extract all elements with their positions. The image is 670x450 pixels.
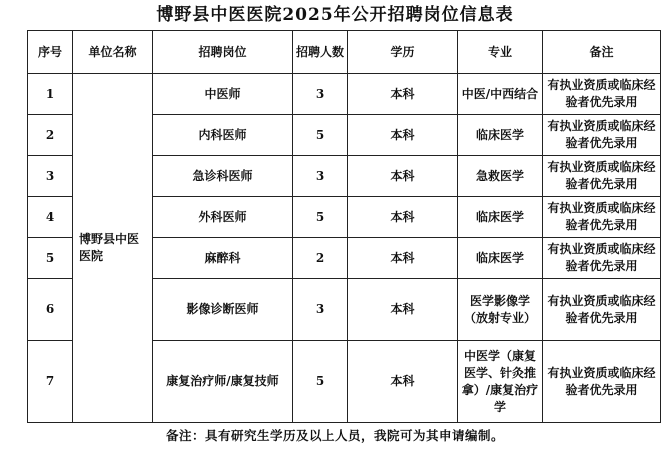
- header-education: 学历: [348, 31, 458, 74]
- table-row: [28, 74, 661, 115]
- row-count: 3: [293, 279, 348, 341]
- row-note: 有执业资质或临床经验者优先录用: [543, 74, 661, 115]
- row-major: 急救医学: [458, 156, 543, 197]
- header-count: 招聘人数: [293, 31, 348, 74]
- row-count: 5: [293, 197, 348, 238]
- row-position: 外科医师: [153, 197, 293, 238]
- row-position: 麻醉科: [153, 238, 293, 279]
- unit-name-cell: 博野县中医医院: [73, 74, 153, 423]
- row-no: 2: [28, 115, 73, 156]
- recruitment-table: [27, 30, 661, 423]
- row-note: 有执业资质或临床经验者优先录用: [543, 279, 661, 341]
- row-no: 4: [28, 197, 73, 238]
- header-note: 备注: [543, 31, 661, 74]
- row-no: 7: [28, 341, 73, 423]
- table-header-row: [28, 31, 661, 74]
- row-major: 临床医学: [458, 238, 543, 279]
- header-major: 专业: [458, 31, 543, 74]
- row-education: 本科: [348, 115, 458, 156]
- row-count: 3: [293, 74, 348, 115]
- header-no: 序号: [28, 31, 73, 74]
- row-note: 有执业资质或临床经验者优先录用: [543, 197, 661, 238]
- row-major: 临床医学: [458, 197, 543, 238]
- row-count: 2: [293, 238, 348, 279]
- row-position: 中医师: [153, 74, 293, 115]
- row-note: 有执业资质或临床经验者优先录用: [543, 238, 661, 279]
- row-count: 5: [293, 115, 348, 156]
- row-count: 3: [293, 156, 348, 197]
- row-no: 5: [28, 238, 73, 279]
- row-major: 医学影像学（放射专业）: [458, 279, 543, 341]
- header-position: 招聘岗位: [153, 31, 293, 74]
- row-education: 本科: [348, 238, 458, 279]
- row-position: 内科医师: [153, 115, 293, 156]
- row-no: 6: [28, 279, 73, 341]
- row-education: 本科: [348, 156, 458, 197]
- header-unit: 单位名称: [73, 31, 153, 74]
- row-no: 3: [28, 156, 73, 197]
- footnote: 备注：具有研究生学历及以上人员，我院可为其申请编制。: [165, 428, 504, 443]
- row-note: 有执业资质或临床经验者优先录用: [543, 156, 661, 197]
- row-major: 临床医学: [458, 115, 543, 156]
- row-major: 中医学（康复医学、针灸推拿）/康复治疗学: [458, 341, 543, 423]
- row-major: 中医/中西结合: [458, 74, 543, 115]
- row-position: 影像诊断医师: [153, 279, 293, 341]
- row-education: 本科: [348, 341, 458, 423]
- row-education: 本科: [348, 279, 458, 341]
- row-count: 5: [293, 341, 348, 423]
- row-position: 康复治疗师/康复技师: [153, 341, 293, 423]
- row-education: 本科: [348, 197, 458, 238]
- page-title: 博野县中医医院2025年公开招聘岗位信息表: [156, 5, 514, 25]
- row-position: 急诊科医师: [153, 156, 293, 197]
- row-note: 有执业资质或临床经验者优先录用: [543, 341, 661, 423]
- row-note: 有执业资质或临床经验者优先录用: [543, 115, 661, 156]
- row-no: 1: [28, 74, 73, 115]
- row-education: 本科: [348, 74, 458, 115]
